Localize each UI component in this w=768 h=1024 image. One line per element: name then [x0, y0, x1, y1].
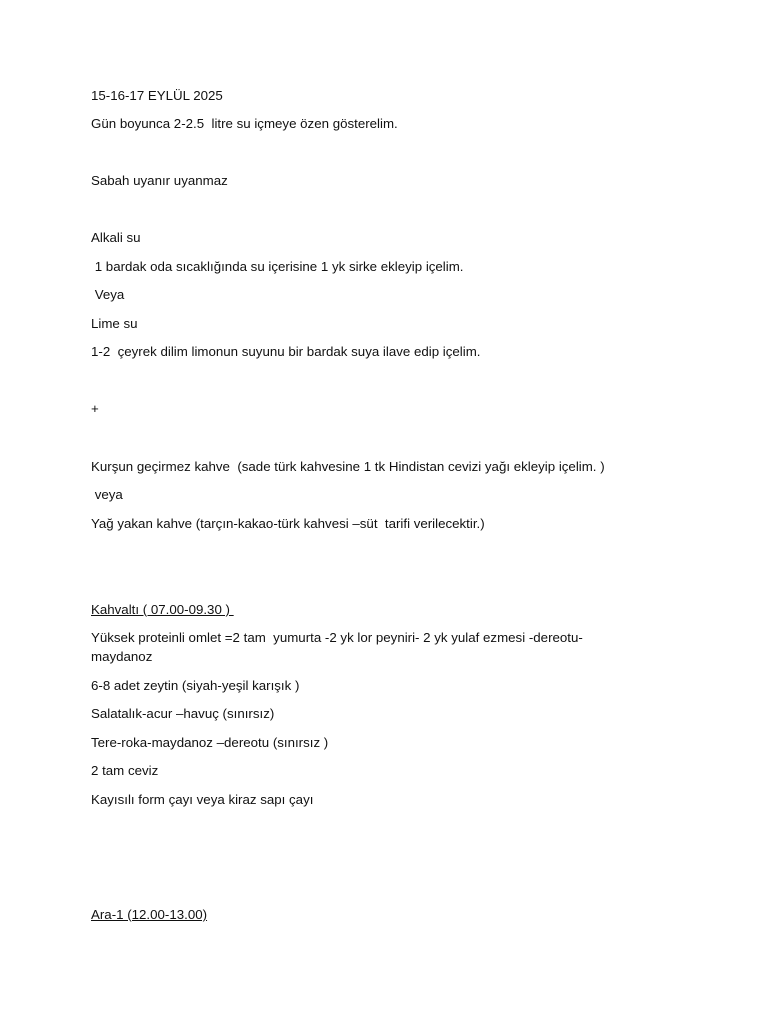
snack-heading: Ara-1 (12.00-13.00) [91, 907, 208, 922]
water-note: Gün boyunca 2-2.5 litre su içmeye özen gösterelim. [91, 116, 398, 131]
breakfast-item: 2 tam ceviz [91, 763, 159, 778]
lime-description: 1-2 çeyrek dilim limonun suyunu bir bardak suya ilave edip içelim. [91, 344, 481, 359]
morning-heading: Sabah uyanır uyanmaz [91, 173, 228, 188]
breakfast-item: Kayısılı form çayı veya kiraz sapı çayı [91, 792, 314, 807]
alkali-description: 1 bardak oda sıcaklığında su içerisine 1 yk sirke ekleyip içelim. [91, 259, 464, 274]
lime-title: Lime su [91, 316, 138, 331]
coffee-option-1: Kurşun geçirmez kahve (sade türk kahvesine 1 tk Hindistan cevizi yağı ekleyip içelim. ) [91, 459, 605, 474]
breakfast-item: 6-8 adet zeytin (siyah-yeşil karışık ) [91, 678, 300, 693]
date-line: 15-16-17 EYLÜL 2025 [91, 88, 223, 103]
breakfast-heading: Kahvaltı ( 07.00-09.30 ) [91, 602, 234, 617]
breakfast-item: Yüksek proteinli omlet =2 tam yumurta -2 yk lor peyniri- 2 yk yulaf ezmesi -dereotu-maydanoz [91, 630, 583, 664]
alkali-title: Alkali su [91, 230, 141, 245]
coffee-option-2: Yağ yakan kahve (tarçın-kakao-türk kahvesi –süt tarifi verilecektir.) [91, 516, 485, 531]
or-text: Veya [91, 287, 125, 302]
breakfast-item: Salatalık-acur –havuç (sınırsız) [91, 706, 275, 721]
breakfast-item: Tere-roka-maydanoz –dereotu (sınırsız ) [91, 735, 329, 750]
or-text: veya [91, 487, 123, 502]
plus-sign: + [91, 401, 99, 416]
